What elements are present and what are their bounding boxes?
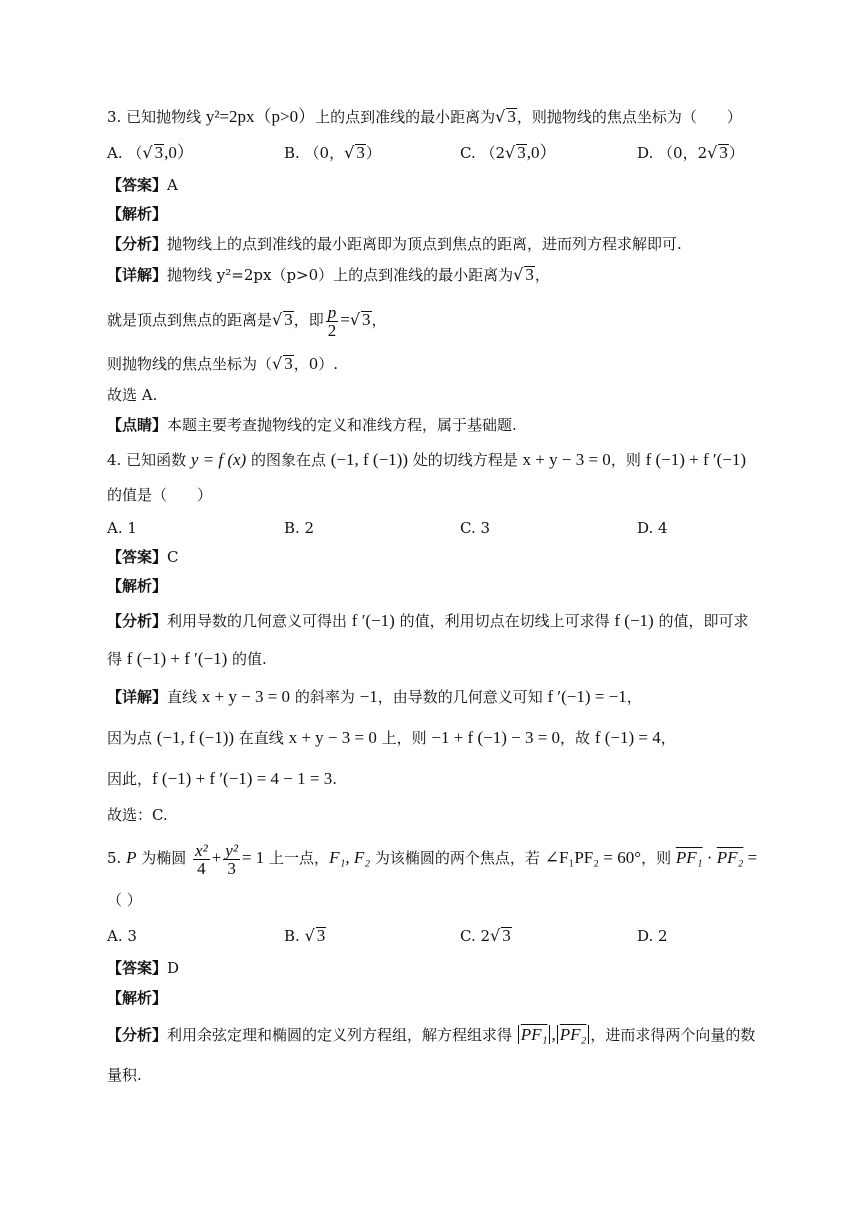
q4-detail-2 (107, 727, 676, 749)
q4-option-d (637, 517, 668, 539)
answer-tag: 【答案】 (107, 176, 168, 194)
q4-stem-math-3: x + y − 3 = 0 (522, 450, 611, 469)
q3-fenxi-text: 抛物线上的点到准线的最小距离即为顶点到焦点的距离，进而列方程求解即可. (167, 235, 682, 253)
q4-detail-3-end: . (332, 770, 338, 788)
q5-stem-text-e: ，则 (641, 849, 676, 867)
sqrt-symbol: √ (513, 265, 524, 284)
fraction-numerator: x² (195, 840, 208, 860)
equals-sign: = (743, 848, 758, 867)
q4-detail-2-end: ， (660, 729, 676, 747)
q4-stem-text: 4. 已知函数 (107, 451, 191, 469)
q4-stem-text-b: 的图象在点 (246, 451, 331, 469)
q4-detail-1-text-b: 的斜率为 (290, 688, 360, 706)
q5-stem-text: 5. (107, 849, 127, 867)
q3-option-d-radicand: 3 (719, 143, 728, 162)
q3-stem-text-b: 上的点到准线的最小距离为 (315, 108, 496, 126)
q3-detail-1-end: ， (534, 266, 550, 284)
q4-option-d-label: D. 4 (637, 519, 668, 537)
q5-fenxi (107, 1024, 755, 1046)
fraction-numerator: p (327, 302, 337, 322)
q3-option-b-label: B. （0， (284, 144, 345, 162)
equals-one: = 1 (241, 848, 265, 867)
q5-fenxi-vector-2: PF₂ (557, 1025, 590, 1044)
q4-stem-2-text: 的值是（ ） (107, 486, 213, 504)
q3-stem-text: 3. 已知抛物线 (107, 108, 206, 126)
q3-dianjing (107, 414, 517, 436)
q3-detail-3-radicand: 3 (284, 354, 293, 373)
q3-option-c-radicand: 3 (517, 143, 526, 162)
q4-fenxi-2 (107, 648, 267, 670)
q4-option-a (107, 517, 137, 539)
q5-fenxi-text-b: ，进而求得两个向量的数 (590, 1026, 756, 1044)
q5-stem-text-b: 为椭圆 (136, 849, 192, 867)
q4-stem-text-d: ，则 (610, 451, 646, 469)
q3-option-d-end: ） (728, 144, 744, 162)
q4-detail-1-text: 直线 (167, 688, 202, 706)
q5-answer-value: D (167, 959, 180, 977)
q3-option-d-label: D. （0，2 (637, 144, 708, 162)
q5-fenxi-vector-1: PF₁ (518, 1025, 551, 1044)
plus-sign: + (211, 848, 222, 867)
q4-detail-3 (107, 768, 337, 790)
q4-stem-math-2: (−1, f (−1)) (330, 450, 408, 469)
q3-detail-2-text: 就是顶点到焦点的距离是 (107, 311, 273, 329)
q5-point-p: P (126, 848, 137, 867)
q4-fenxi-math-2: f (−1) (614, 611, 654, 630)
sqrt-symbol: √ (344, 143, 355, 162)
equals-sign: = (340, 310, 350, 329)
q5-vector-2: PF₂ (716, 848, 744, 867)
q3-stem-text-c: ，则抛物线的焦点坐标为（ ） (516, 108, 742, 126)
sqrt-symbol: √ (495, 107, 506, 126)
q5-answer (107, 957, 179, 979)
q3-detail-2 (107, 303, 387, 339)
q4-option-c (460, 517, 490, 539)
sqrt-symbol: √ (272, 354, 283, 373)
sqrt-symbol: √ (707, 143, 718, 162)
q4-choose (107, 804, 168, 826)
fraction-denominator: 3 (227, 858, 236, 878)
dot-operator: · (702, 848, 717, 867)
dianjing-tag: 【点睛】 (107, 416, 168, 434)
q5-vector-1: PF₁ (675, 848, 703, 867)
sqrt-symbol: √ (304, 926, 315, 945)
q3-option-b-end: ） (365, 144, 381, 162)
q4-fenxi-text-c: 的值，即可求 (653, 612, 749, 630)
comma: , (551, 1025, 556, 1044)
q5-stem-2-text: （ ） (107, 891, 142, 909)
q4-stem-text-c: 处的切线方程是 (408, 451, 523, 469)
q4-detail-1-math-1: x + y − 3 = 0 (201, 687, 291, 706)
q4-detail-2-math-1: (−1, f (−1)) (156, 728, 235, 747)
q5-analysis (107, 987, 167, 1009)
q3-detail-3 (107, 353, 338, 375)
q3-detail-1 (107, 264, 550, 286)
q5-angle: ∠F₁PF₂ = 60° (544, 848, 642, 867)
q5-stem (107, 840, 757, 877)
fraction-numerator: y² (225, 840, 238, 860)
q5-option-c-radicand: 3 (502, 926, 511, 945)
q4-fenxi-math-1: f ′(−1) (351, 611, 395, 630)
q5-stem-text-c: 上一点， (264, 849, 330, 867)
q3-detail-2-radicand-2: 3 (362, 310, 371, 329)
q4-detail-2-math-3: −1 + f (−1) − 3 = 0 (431, 728, 561, 747)
q3-analysis (107, 203, 167, 225)
q4-stem-math-4: f (−1) + f ′(−1) (645, 450, 747, 469)
q3-option-a-radicand: 3 (154, 143, 164, 162)
answer-tag: 【答案】 (107, 959, 168, 977)
sqrt-symbol: √ (272, 310, 283, 329)
q4-fenxi-2-text: 得 (107, 650, 127, 668)
q5-fenxi-2 (107, 1064, 142, 1086)
q3-option-d (637, 142, 744, 164)
q3-answer (107, 174, 178, 196)
q4-stem (107, 449, 746, 471)
q5-fraction-1 (193, 842, 210, 877)
detail-tag: 【详解】 (107, 266, 168, 284)
q4-fenxi-text-b: 的值，利用切点在切线上可求得 (394, 612, 615, 630)
q4-option-b (284, 517, 314, 539)
q4-detail-2-text: 因为点 (107, 729, 157, 747)
q4-answer (107, 546, 179, 568)
q5-option-b (284, 925, 326, 947)
q4-detail-2-math-4: f (−1) = 4 (594, 728, 661, 747)
analysis-tag: 【解析】 (107, 577, 168, 595)
detail-tag: 【详解】 (107, 688, 168, 706)
q5-option-d-label: D. 2 (637, 927, 668, 945)
q4-detail-2-text-c: 上，则 (376, 729, 432, 747)
q3-detail-1-text: 抛物线 y²=2px（p>0）上的点到准线的最小距离为 (167, 266, 514, 284)
q3-stem (107, 106, 742, 128)
q5-fraction-2 (223, 842, 240, 877)
fenxi-tag: 【分析】 (107, 612, 168, 630)
q3-option-a-end: ,0） (164, 143, 194, 162)
q5-option-a-label: A. 3 (107, 927, 137, 945)
q4-detail-1-math-3: f ′(−1) = −1 (547, 687, 627, 706)
q4-detail-3-text: 因此， (107, 770, 153, 788)
q4-fenxi-2-math: f (−1) + f ′(−1) (126, 649, 228, 668)
q4-detail-1 (107, 686, 642, 708)
q3-detail-2-end: ， (371, 311, 387, 329)
fraction-denominator: 2 (327, 320, 337, 340)
q3-option-b-radicand: 3 (356, 143, 365, 162)
q4-option-b-label: B. 2 (284, 519, 315, 537)
q5-foci: F₁, F₂ (329, 848, 371, 867)
q3-option-c-label: C. （2 (460, 144, 506, 162)
q3-choose (107, 384, 157, 406)
q4-detail-3-math: f (−1) + f ′(−1) = 4 − 1 = 3 (152, 769, 333, 788)
q3-stem-math: y²=2px（p>0） (205, 107, 316, 126)
q4-detail-2-text-b: 在直线 (234, 729, 289, 747)
q3-option-a-label: A. （ (107, 144, 143, 162)
q3-detail-2-radicand: 3 (284, 310, 293, 329)
fenxi-tag: 【分析】 (107, 1026, 168, 1044)
q3-detail-3-end: ，0）. (293, 355, 339, 373)
q5-fenxi-2-text: 量积. (107, 1066, 142, 1084)
q5-option-d (637, 925, 668, 947)
q4-detail-2-math-2: x + y − 3 = 0 (288, 728, 377, 747)
sqrt-symbol: √ (142, 143, 153, 162)
q4-detail-1-math-2: −1 (359, 687, 378, 706)
q3-fenxi (107, 233, 682, 255)
q4-option-a-label: A. 1 (107, 519, 137, 537)
q4-detail-1-text-c: ，由导数的几何意义可知 (377, 688, 548, 706)
q5-fenxi-text: 利用余弦定理和椭圆的定义列方程组，解方程组求得 (167, 1026, 517, 1044)
sqrt-symbol: √ (490, 926, 501, 945)
q3-choose-text: 故选 A. (107, 386, 158, 404)
q4-choose-text: 故选：C. (107, 806, 168, 824)
q3-dianjing-text: 本题主要考查抛物线的定义和准线方程，属于基础题. (167, 416, 517, 434)
q3-option-c (460, 142, 556, 164)
fraction-denominator: 4 (197, 858, 206, 878)
q3-answer-value: A (167, 176, 178, 194)
sqrt-symbol: √ (349, 310, 361, 329)
answer-tag: 【答案】 (107, 548, 168, 566)
q3-detail-1-radicand: 3 (525, 265, 534, 284)
q4-stem-math-1: y = f (x) (190, 450, 247, 469)
q5-option-a (107, 925, 137, 947)
q4-fenxi (107, 610, 749, 632)
q5-option-c-label: C. 2 (460, 927, 491, 945)
q3-stem-radicand: 3 (507, 107, 516, 126)
q4-detail-1-end: ， (626, 688, 642, 706)
q3-option-a (107, 142, 194, 164)
sqrt-symbol: √ (505, 143, 516, 162)
fenxi-tag: 【分析】 (107, 235, 168, 253)
q5-option-b-label: B. (284, 927, 305, 945)
q3-detail-3-text: 则抛物线的焦点坐标为（ (107, 355, 273, 373)
q3-detail-2-fraction (326, 304, 339, 339)
q3-detail-2-text-b: ，即 (293, 311, 324, 329)
q5-stem-2 (107, 889, 142, 911)
q4-fenxi-text: 利用导数的几何意义可得出 (167, 612, 352, 630)
q4-detail-2-text-d: ，故 (560, 729, 595, 747)
q4-answer-value: C (167, 548, 179, 566)
q4-stem-2 (107, 484, 212, 506)
analysis-tag: 【解析】 (107, 205, 168, 223)
q4-analysis (107, 575, 167, 597)
q4-fenxi-2-text-b: 的值. (227, 650, 267, 668)
q5-option-b-radicand: 3 (316, 926, 326, 945)
q3-option-b (284, 142, 381, 164)
analysis-tag: 【解析】 (107, 989, 168, 1007)
q5-option-c (460, 925, 512, 947)
q4-option-c-label: C. 3 (460, 519, 491, 537)
q5-stem-text-d: 为该椭圆的两个焦点，若 (370, 849, 545, 867)
q3-option-c-end: ,0） (526, 143, 557, 162)
